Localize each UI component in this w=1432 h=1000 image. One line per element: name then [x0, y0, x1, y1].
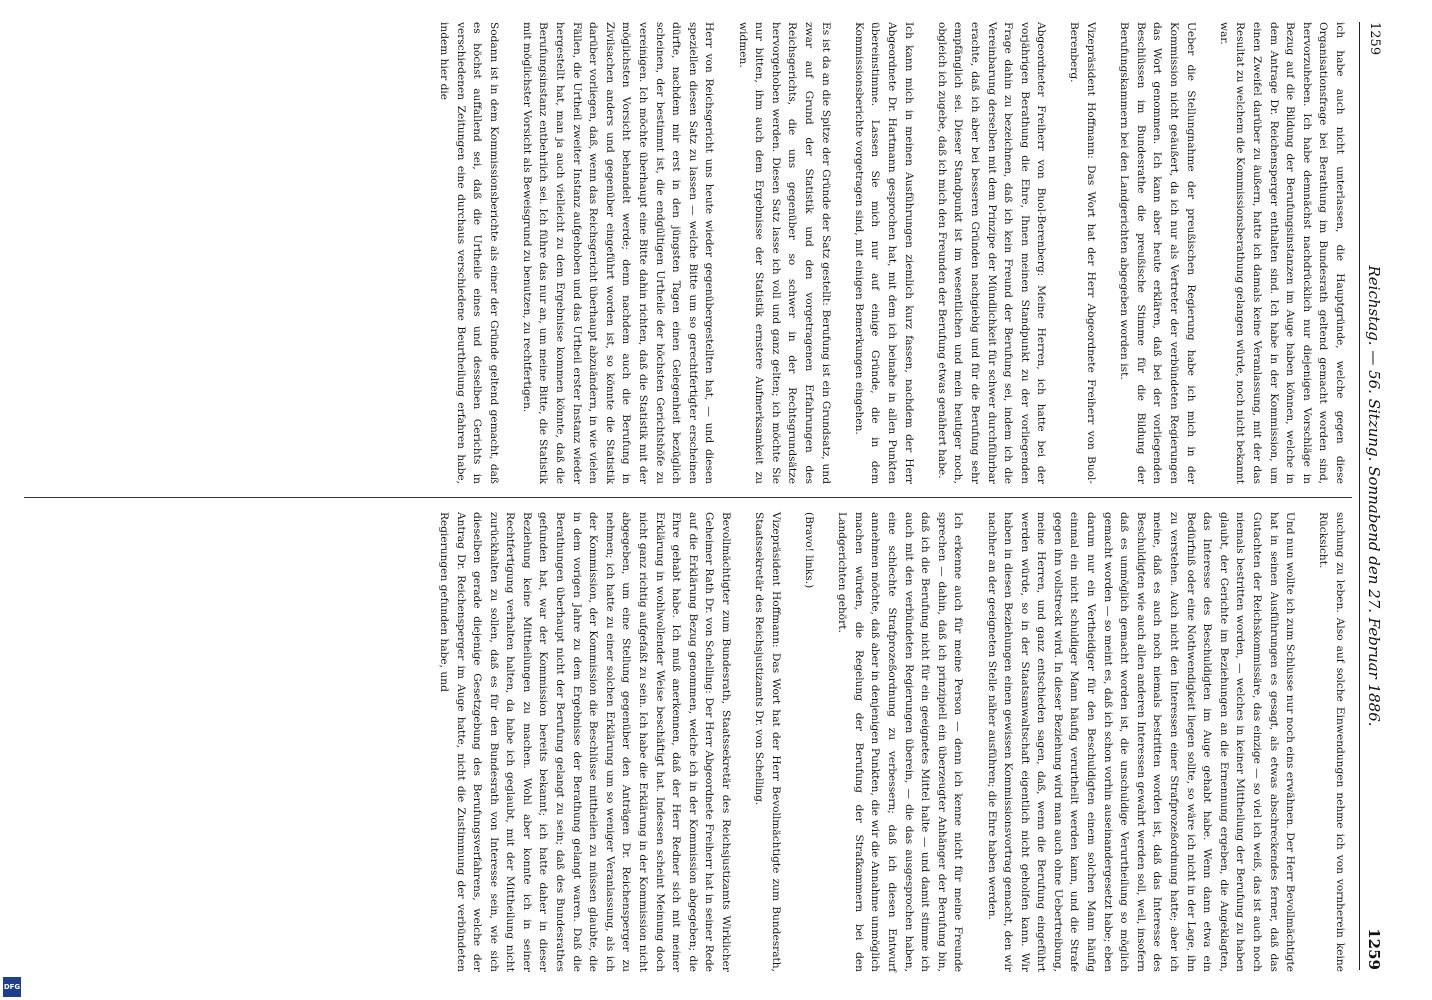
- running-title: Reichstag. — 56. Sitzung. Sonnabend den 27. Februar 1886.: [1365, 265, 1383, 727]
- funding-notice: [0, 12, 4, 992]
- dfg-logo: DFG: [3, 977, 21, 997]
- text-column-right: suchung zu leben. Also auf solche Einwendungen nehme ich von vornherein keine Rücksicht. Und nun wollte ich zum Schlusse nur noch eins erwähnen. Der Herr Bevollmächtigte hat in seinen Ausführungen es gesagt, als etwas abschreckendes ferner, daß das Gutachten der Reichskommissäre, das einzige — so viel ich weiß, das ist auch noch niemals bestritten worden, — welches in keiner Mittheilung der Berufung zu haben glaubt, der Gerichte im Beziehungen an die Ernennung ergeben, die Angeklagten, das Interesse des Beschuldigten im Auge gehabt habe. Wenn dann etwa ein Bedürfniß oder eine Nothwendigkeit liegen sollte, so wäre ich nicht in der Lage, ihn zu verstehen. Auch nicht den Interessen einer Strafprozeßordnung hatte; aber ich meine, daß es auch noch niemals bestritten worden ist, daß das Interesse des Beschuldigten wie auch allen anderen Interessen gewahrt werden soll, weil, insofern daß es unmöglich gemacht worden ist, die unschuldige Verurtheilung so möglich gemacht worden — so meint es, daß ich schon vorhin auseinandergesetzt habe; eben darum nur ein Vertheidiger für den Beschuldigten einem solchen Mann häufig einmal ein nicht schuldiger Mann häufig verurtheilt werden kann, und die Strafe gegen ihn vollstreckt wird. In dieser Beziehung wird man auch ohne Uebertreibung, meine Herren, und ganz entschieden sagen, daß, wenn die Berufung eingeführt werden würde, so in der Staatsanwaltschaft eigentlich nicht geholfen kann. Wir haben in diesen Beziehungen einen gewissen Kommissionsvortrag gemacht, den wir nachher an der geeigneten Stelle näher ausführen; die Ehre haben werden. Ich erkenne auch für meine Person — denn ich kenne nicht für meine Freunde sprechen — dahin, daß ich prinzipiell ein überzeugter Anhänger der Berufung bin, daß ich die Berufung nicht für ein geeignetes Mittel halte — und damit stimme ich auch mit den verbündeten Regierungen überein, — die das ausgesprochen haben, eine schlechte Strafprozeßordnung zu verbessern; daß ich diesen Entwurf annehmen möchte, daß aber in denjenigen Punkten, die wir die Annahme unmöglich machen würden, die Regelung der Berufung der Strafkammern bei den Landgerichten gehört. (Bravo! links.) Vizepräsident Hoffmann: Das Wort hat der Herr Bevollmächtigte zum Bundesrath, Staatssekretär des Reichsjustizamts Dr. von Schelling. Bevollmächtigter zum Bundesrath, Staatssekretär des Reichsjustizamts Wirklicher Geheimer Rath Dr. von Schelling: Der Herr Abgeordnete Freiherr hat in seiner Rede auf die Erklärung Bezug genommen, welche ich in der Kommission abgegeben; die Ehre gehabt habe. Ich muß anerkennen, daß der Herr Redner sich mit meiner Erklärung in wohlwollender Weise beschäftigt hat. Indessen scheint Meinung doch nicht ganz richtig aufgefaßt zu sein. Ich habe die Erklärung in der Kommission nicht abgegeben, um eine Stellung gegenüber den Anträgen Dr. Reichensperger zu nehmen; ich hatte zu einer solchen Erklärung um so weniger Veranlassung, als ich der Kommission, der Kommission die Beschlüsse mittheilen zu müssen glaubte, die in dem vorigen Jahre zu dem Ergebnisse der Berathung gelangt waren. Daß die Berathungen überhaupt nicht der Berufung gelangt zu sein; daß des Bundesrathes gefunden hat, war der Kommission bereits bekannt; ich hatte daher in dieser Beziehung keine Mittheilungen zu machen. Wohl aber konnte ich in seiner Rechtfertigung verhalten halten, da habe ich geglaubt, mit der Mittheilung nicht zurückhalten zu sollen, daß es für den Bundesrath von Interesse sein, wie sich dieselben gerade diejenige Gesetzgebung des Berufungsverfahrens, welche der Antrag Dr. Reichensperger im Auge hatte, nicht die Zustimmung der verbündeten Regierungen gefunden habe, und: [437, 512, 1346, 972]
- footer-strip: [0, 0, 24, 1000]
- page-header: [1359, 22, 1388, 970]
- page-number-right: 1259: [1365, 928, 1383, 970]
- column-divider: [22, 497, 1352, 498]
- page-number-left: 1259: [1367, 22, 1382, 56]
- text-column-left: ich habe auch nicht unterlassen, die Hauptgründe, welche gegen diese Organisationsfrage bei Berathung im Bundesrath geltend gemacht worden sind, hervorzuheben. Ich habe demnächst nachdrücklich nur diejenigen Vorschläge in Bezug auf die Bildung der Berufungsinstanzen im Auge haben können, welche in dem Antrage Dr. Reichensperger enthalten sind. Ich habe in der Kommission, um einen Zweifel darüber zu äußern, hatte ich damals keine Veranlassung, mit der das Resultat zu welchem die Kommissionsberathung gelangen würde, noch nicht bekannt war. Ueber die Stellungnahme der preußischen Regierung habe ich mich in der Kommission nicht geäußert, da ich nur als Vertreter der verbündeten Regierungen das Wort genommen. Ich kann aber heute erklären, daß bei der vorliegenden Beschlüssen im Bundesrathe die preußische Stimme für die Bildung der Berufungskammern bei den Landgerichten abgegeben worden ist. Vizepräsident Hoffmann: Das Wort hat der Herr Abgeordnete Freiherr von Buol-Berenberg. Abgeordneter Freiherr von Buol-Berenberg: Meine Herren, ich hatte bei der vorjährigen Berathung die Ehre, Ihnen meinen Standpunkt zu der vorliegenden Frage dahin zu bezeichnen, daß ich kein Freund der Berufung sei, indem ich die Vereinbarung derselben mit dem Prinzipe der Mündlichkeit für schwer durchführbar erachte, daß ich aber bei besseren Gründen nachgiebig und für die Berufung sehr empfänglich sei. Dieser Standpunkt ist im wesentlichen und mein heutiger noch, obgleich ich zugebe, daß ich mich den Freunden der Berufung etwas genähert habe. Ich kann mich in meinen Ausführungen ziemlich kurz fassen, nachdem der Herr Abgeordnete Dr. Hartmann gesprochen hat, mit dem ich beinahe in allen Punkten übereinstimme. Lassen Sie mich nur auf einige Gründe, die in dem Kommissionsberichte vorgetragen sind, mit einigen Bemerkungen eingehen. Es ist da an die Spitze der Gründe der Satz gestellt: Berufung ist ein Grundsatz, und zwar auf Grund der Statistik und den vorgetragenen Erfahrungen des Reichsgerichts, die uns gegenüber so schwer in der Rechtsgrundsätze hervorgehoben werden. Diesen Satz lasse ich voll und ganz gelten; ich möchte Sie nur bitten, ihm auch dem Ergebnisse der Statistik ernstere Aufmerksamkeit zu widmen. Herr von Reichsgericht uns heute wieder gegenübergestellten hat, — und diesen speziellen diesen Satz zu lassen — welche Bitte um so gerechtfertigter erscheinen dürfte, nachdem mir erst in den jüngsten Tagen einen Gelegenheit bezüglich scheinen, der bestimmt ist, die endgültigen Urtheile der höchsten Gerichtshöfe zu vereinigen. Ich möchte überhaupt eine Bitte dahin richten, daß die Statistik mit der möglichsten Vorsicht behandelt werde; denn nachdem auch die Berufung in Zivilsachen anders und gegenüber eingeführt worden ist, so könnte die Statistik darüber vorliegen, daß, wenn das Reichsgericht überhaupt abzuändern, in wie vielen Fällen, die Urtheil zweiter Instanz aufgehoben und das Urtheil erster Instanz wieder hergestellt hat, man ja auch vielleicht zu dem Ergebnisse kommen könnte, daß die Berufungsinstanz entbehrlich sei. Ich führe das nur an, um meine Bitte, die Statistik mit möglichster Vorsicht als Beweisgrund zu benutzen, zu rechtfertigen. Sodann ist in dem Kommissionsberichte als einer der Gründe geltend gemacht, daß es höchst auffallend sei, daß die Urtheile eines und desselben Gerichts in verschiedenen Zeitungen eine durchaus verschiedene Beurtheilung erfahren habe, indem hier die: [437, 22, 1346, 484]
